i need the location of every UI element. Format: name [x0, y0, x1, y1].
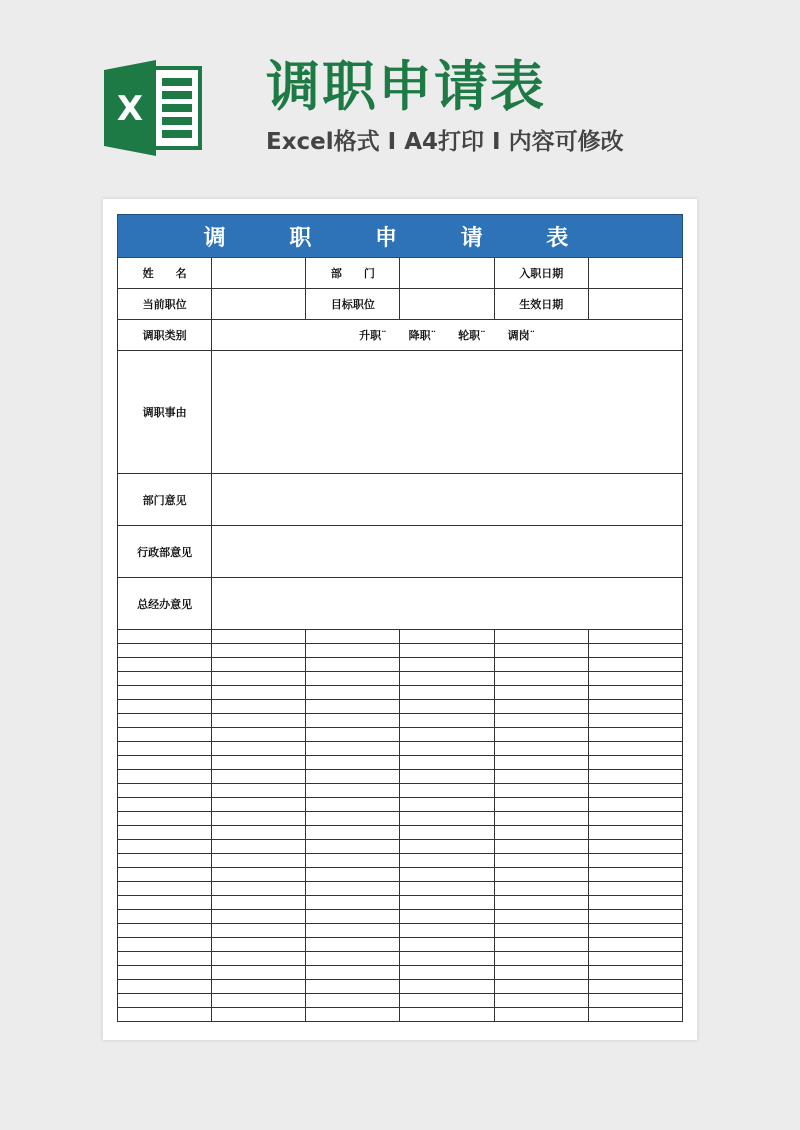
empty-cell[interactable] [494, 686, 588, 700]
empty-cell[interactable] [306, 686, 400, 700]
banner-title: 调职申请表 [266, 55, 546, 118]
field-entry-date[interactable] [588, 258, 682, 289]
empty-cell[interactable] [400, 630, 494, 644]
empty-cell[interactable] [588, 770, 682, 784]
empty-cell[interactable] [588, 910, 682, 924]
empty-cell[interactable] [494, 798, 588, 812]
empty-row [118, 700, 683, 714]
empty-cell[interactable] [306, 938, 400, 952]
empty-cell[interactable] [400, 924, 494, 938]
empty-cell[interactable] [118, 966, 212, 980]
empty-cell[interactable] [400, 672, 494, 686]
empty-cell[interactable] [306, 980, 400, 994]
label-current-position: 当前职位 [118, 289, 212, 320]
empty-cell[interactable] [118, 658, 212, 672]
empty-cell[interactable] [494, 672, 588, 686]
empty-cell[interactable] [494, 980, 588, 994]
field-dept[interactable] [400, 258, 494, 289]
empty-cell[interactable] [494, 854, 588, 868]
empty-row [118, 868, 683, 882]
empty-cell[interactable] [118, 812, 212, 826]
empty-cell[interactable] [212, 952, 306, 966]
empty-cell[interactable] [400, 896, 494, 910]
empty-cell[interactable] [118, 994, 212, 1008]
empty-cell[interactable] [118, 770, 212, 784]
empty-cell[interactable] [400, 966, 494, 980]
empty-row [118, 658, 683, 672]
empty-cell[interactable] [118, 644, 212, 658]
empty-cell[interactable] [118, 840, 212, 854]
empty-cell[interactable] [494, 966, 588, 980]
empty-cell[interactable] [118, 728, 212, 742]
empty-cell[interactable] [588, 700, 682, 714]
empty-cell[interactable] [306, 700, 400, 714]
empty-cell[interactable] [306, 658, 400, 672]
empty-cell[interactable] [306, 854, 400, 868]
empty-cell[interactable] [118, 700, 212, 714]
field-dept-opinion[interactable] [212, 474, 683, 526]
empty-cell[interactable] [212, 868, 306, 882]
empty-cell[interactable] [588, 812, 682, 826]
empty-cell[interactable] [400, 812, 494, 826]
empty-cell[interactable] [212, 630, 306, 644]
empty-cell[interactable] [494, 924, 588, 938]
empty-cell[interactable] [494, 840, 588, 854]
empty-cell[interactable] [588, 938, 682, 952]
empty-cell[interactable] [212, 980, 306, 994]
empty-row [118, 756, 683, 770]
form-title: 调 职 申 请 表 [118, 215, 683, 258]
label-gm-opinion: 总经办意见 [118, 578, 212, 630]
empty-cell[interactable] [212, 854, 306, 868]
empty-cell[interactable] [588, 658, 682, 672]
empty-cell[interactable] [588, 882, 682, 896]
field-effective-date[interactable] [588, 289, 682, 320]
empty-cell[interactable] [400, 714, 494, 728]
transfer-type-options[interactable]: 升职¨ 降职¨ 轮职¨ 调岗¨ [212, 320, 683, 351]
empty-cell[interactable] [588, 854, 682, 868]
empty-cell[interactable] [212, 994, 306, 1008]
empty-cell[interactable] [400, 980, 494, 994]
empty-cell[interactable] [494, 714, 588, 728]
empty-cell[interactable] [494, 882, 588, 896]
empty-cell[interactable] [494, 742, 588, 756]
empty-row [118, 840, 683, 854]
empty-cell[interactable] [118, 896, 212, 910]
empty-cell[interactable] [494, 756, 588, 770]
empty-cell[interactable] [212, 784, 306, 798]
empty-cell[interactable] [494, 952, 588, 966]
empty-cell[interactable] [118, 742, 212, 756]
empty-cell[interactable] [306, 798, 400, 812]
label-dept-opinion: 部门意见 [118, 474, 212, 526]
empty-row [118, 896, 683, 910]
empty-cell[interactable] [118, 910, 212, 924]
empty-row [118, 644, 683, 658]
empty-row [118, 826, 683, 840]
empty-cell[interactable] [306, 952, 400, 966]
empty-cell[interactable] [306, 714, 400, 728]
empty-cell[interactable] [400, 644, 494, 658]
empty-cell[interactable] [588, 644, 682, 658]
empty-cell[interactable] [118, 882, 212, 896]
empty-cell[interactable] [306, 784, 400, 798]
empty-cell[interactable] [212, 938, 306, 952]
empty-cell[interactable] [494, 994, 588, 1008]
empty-cell[interactable] [212, 812, 306, 826]
empty-cell[interactable] [588, 756, 682, 770]
empty-cell[interactable] [306, 672, 400, 686]
empty-row [118, 1008, 683, 1022]
empty-cell[interactable] [306, 924, 400, 938]
empty-cell[interactable] [588, 868, 682, 882]
empty-cell[interactable] [588, 980, 682, 994]
empty-cell[interactable] [118, 1008, 212, 1022]
empty-cell[interactable] [306, 630, 400, 644]
banner-subtitle: Excel格式 I A4打印 I 内容可修改 [266, 129, 624, 155]
excel-logo-icon [104, 58, 204, 158]
empty-cell[interactable] [306, 1008, 400, 1022]
empty-cell[interactable] [212, 700, 306, 714]
empty-cell[interactable] [494, 910, 588, 924]
empty-cell[interactable] [494, 770, 588, 784]
empty-cell[interactable] [212, 714, 306, 728]
empty-row [118, 798, 683, 812]
field-name[interactable] [212, 258, 306, 289]
empty-cell[interactable] [588, 630, 682, 644]
empty-cell[interactable] [400, 784, 494, 798]
empty-row [118, 630, 683, 644]
empty-row [118, 742, 683, 756]
form-sheet [103, 199, 697, 1040]
empty-cell[interactable] [588, 672, 682, 686]
empty-row [118, 714, 683, 728]
empty-row [118, 812, 683, 826]
empty-cell[interactable] [588, 1008, 682, 1022]
empty-cell[interactable] [400, 728, 494, 742]
field-admin-opinion[interactable] [212, 526, 683, 578]
empty-cell[interactable] [306, 742, 400, 756]
empty-cell[interactable] [212, 910, 306, 924]
empty-cell[interactable] [306, 882, 400, 896]
empty-cell[interactable] [400, 686, 494, 700]
empty-cell[interactable] [588, 714, 682, 728]
empty-cell[interactable] [588, 742, 682, 756]
empty-cell[interactable] [400, 756, 494, 770]
empty-cell[interactable] [212, 644, 306, 658]
empty-cell[interactable] [588, 798, 682, 812]
empty-cell[interactable] [588, 784, 682, 798]
empty-cell[interactable] [588, 896, 682, 910]
empty-row [118, 952, 683, 966]
empty-row [118, 938, 683, 952]
empty-cell[interactable] [212, 686, 306, 700]
empty-cell[interactable] [212, 728, 306, 742]
empty-cell[interactable] [306, 896, 400, 910]
empty-cell[interactable] [212, 658, 306, 672]
empty-cell[interactable] [400, 868, 494, 882]
empty-cell[interactable] [400, 742, 494, 756]
empty-cell[interactable] [400, 798, 494, 812]
empty-cell[interactable] [588, 826, 682, 840]
empty-cell[interactable] [400, 840, 494, 854]
empty-cell[interactable] [212, 1008, 306, 1022]
empty-cell[interactable] [118, 924, 212, 938]
empty-cell[interactable] [118, 826, 212, 840]
empty-cell[interactable] [494, 728, 588, 742]
empty-cell[interactable] [212, 840, 306, 854]
empty-cell[interactable] [212, 798, 306, 812]
empty-cell[interactable] [306, 644, 400, 658]
empty-cell[interactable] [400, 700, 494, 714]
field-reason[interactable] [212, 351, 683, 474]
empty-cell[interactable] [306, 966, 400, 980]
empty-row [118, 966, 683, 980]
empty-cell[interactable] [118, 938, 212, 952]
empty-cell[interactable] [494, 644, 588, 658]
empty-cell[interactable] [588, 924, 682, 938]
empty-cell[interactable] [494, 896, 588, 910]
empty-cell[interactable] [118, 854, 212, 868]
label-entry-date: 入职日期 [494, 258, 588, 289]
empty-cell[interactable] [306, 812, 400, 826]
empty-row [118, 924, 683, 938]
empty-cell[interactable] [400, 952, 494, 966]
empty-row [118, 994, 683, 1008]
label-reason: 调职事由 [118, 351, 212, 474]
empty-cell[interactable] [118, 672, 212, 686]
empty-cell[interactable] [306, 728, 400, 742]
svg-text:X: X [116, 89, 144, 129]
empty-cell[interactable] [212, 756, 306, 770]
empty-row [118, 728, 683, 742]
empty-cell[interactable] [494, 784, 588, 798]
empty-cell[interactable] [118, 756, 212, 770]
empty-row [118, 686, 683, 700]
empty-cell[interactable] [588, 994, 682, 1008]
empty-cell[interactable] [494, 658, 588, 672]
empty-cell[interactable] [400, 658, 494, 672]
empty-cell[interactable] [400, 826, 494, 840]
empty-row [118, 910, 683, 924]
empty-cell[interactable] [400, 1008, 494, 1022]
transfer-form-table [117, 214, 683, 1022]
empty-cell[interactable] [306, 910, 400, 924]
empty-cell[interactable] [400, 770, 494, 784]
empty-cell[interactable] [306, 840, 400, 854]
empty-cell[interactable] [588, 686, 682, 700]
empty-cell[interactable] [118, 714, 212, 728]
empty-row [118, 770, 683, 784]
empty-row [118, 672, 683, 686]
empty-cell[interactable] [494, 868, 588, 882]
empty-cell[interactable] [306, 994, 400, 1008]
empty-cell[interactable] [588, 840, 682, 854]
label-effective-date: 生效日期 [494, 289, 588, 320]
empty-cell[interactable] [306, 756, 400, 770]
label-admin-opinion: 行政部意见 [118, 526, 212, 578]
field-current-position[interactable] [212, 289, 306, 320]
label-name: 姓 名 [118, 258, 212, 289]
label-target-position: 目标职位 [306, 289, 400, 320]
empty-cell[interactable] [494, 630, 588, 644]
empty-cell[interactable] [494, 812, 588, 826]
empty-cell[interactable] [118, 630, 212, 644]
empty-cell[interactable] [118, 868, 212, 882]
empty-cell[interactable] [400, 938, 494, 952]
empty-cell[interactable] [306, 826, 400, 840]
label-dept: 部 门 [306, 258, 400, 289]
empty-cell[interactable] [118, 784, 212, 798]
label-transfer-type: 调职类别 [118, 320, 212, 351]
empty-cell[interactable] [212, 826, 306, 840]
empty-cell[interactable] [212, 966, 306, 980]
empty-cell[interactable] [118, 798, 212, 812]
empty-cell[interactable] [494, 700, 588, 714]
empty-cell[interactable] [212, 924, 306, 938]
empty-cell[interactable] [212, 770, 306, 784]
empty-cell[interactable] [400, 994, 494, 1008]
field-target-position[interactable] [400, 289, 494, 320]
empty-row [118, 882, 683, 896]
empty-cell[interactable] [212, 672, 306, 686]
empty-cell[interactable] [306, 868, 400, 882]
empty-cell[interactable] [118, 952, 212, 966]
empty-cell[interactable] [118, 686, 212, 700]
empty-cell[interactable] [118, 980, 212, 994]
empty-cell[interactable] [588, 952, 682, 966]
empty-row [118, 854, 683, 868]
empty-cell[interactable] [400, 882, 494, 896]
empty-cell[interactable] [588, 728, 682, 742]
empty-cell[interactable] [306, 770, 400, 784]
empty-cell[interactable] [400, 910, 494, 924]
empty-cell[interactable] [494, 938, 588, 952]
empty-cell[interactable] [212, 742, 306, 756]
empty-row [118, 980, 683, 994]
empty-cell[interactable] [494, 1008, 588, 1022]
empty-cell[interactable] [212, 882, 306, 896]
empty-cell[interactable] [212, 896, 306, 910]
field-gm-opinion[interactable] [212, 578, 683, 630]
empty-cell[interactable] [494, 826, 588, 840]
empty-row [118, 784, 683, 798]
empty-cell[interactable] [400, 854, 494, 868]
empty-cell[interactable] [588, 966, 682, 980]
